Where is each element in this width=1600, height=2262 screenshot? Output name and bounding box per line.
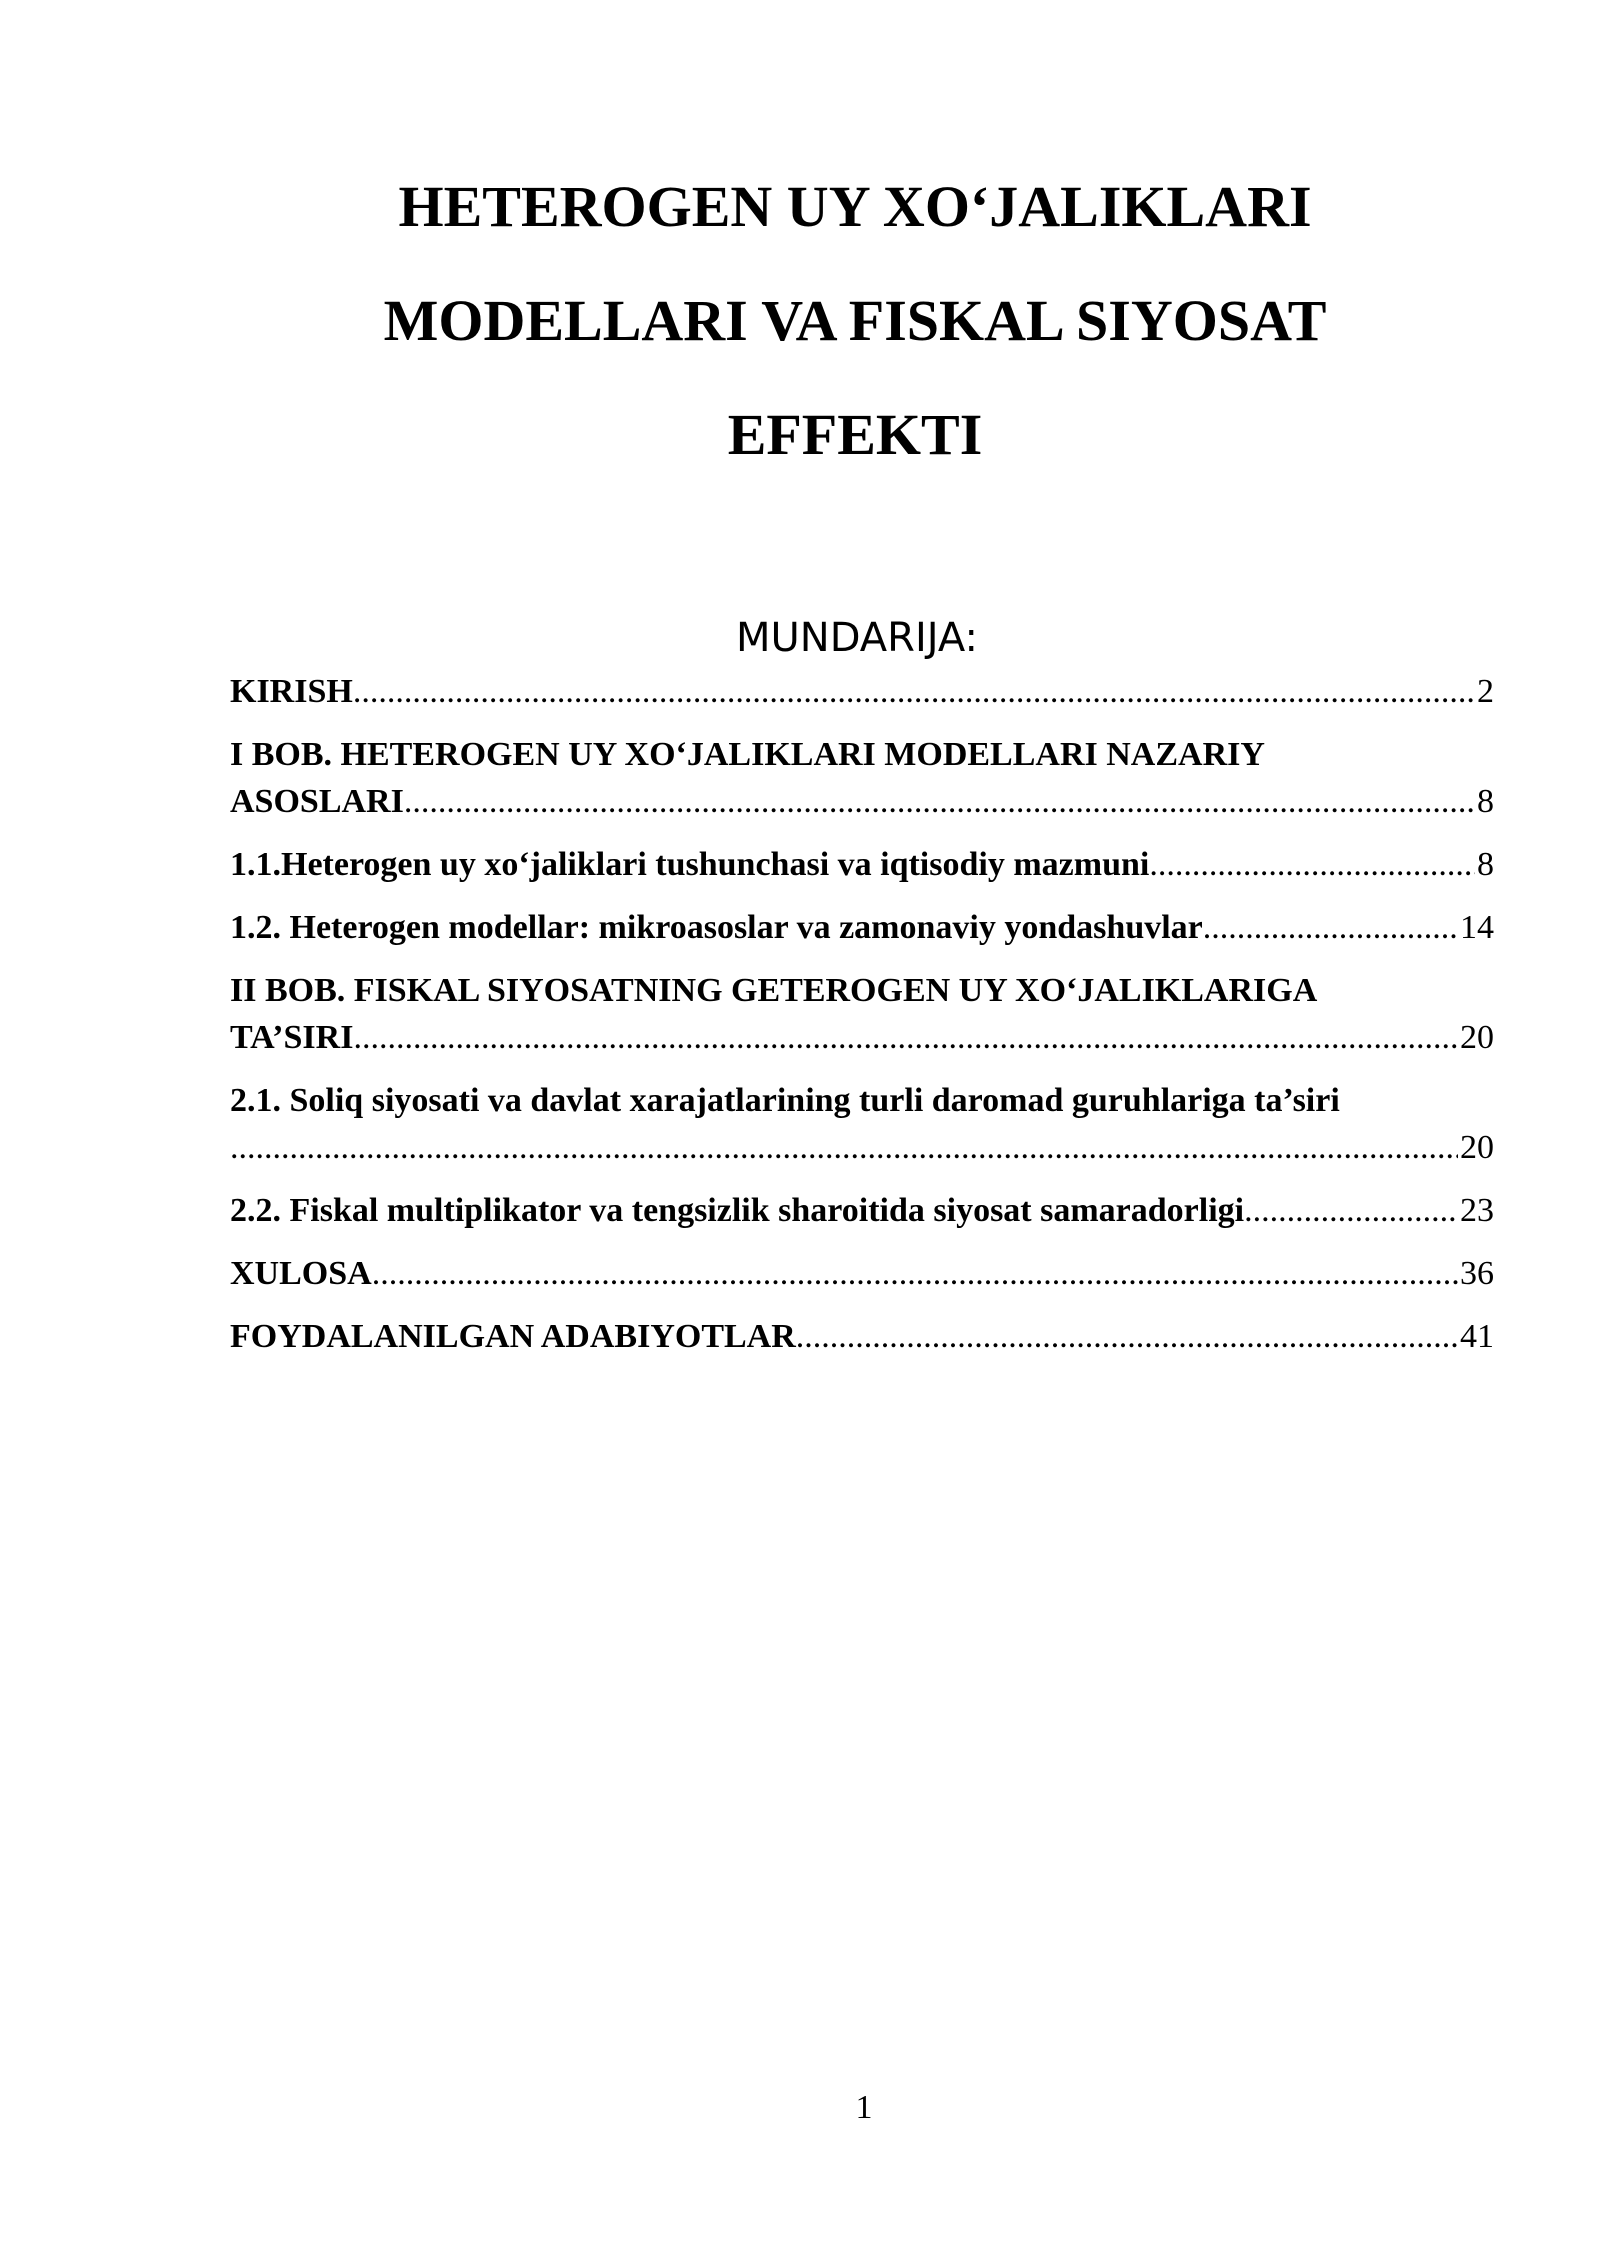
dot-leader bbox=[372, 1250, 1458, 1297]
dot-leader bbox=[796, 1313, 1458, 1360]
title-line-2: MODELLARI VA FISKAL SIYOSAT bbox=[383, 288, 1327, 353]
toc-entry-label: 1.2. Heterogen modellar: mikroasoslar va zamonaviy yondashuvlar bbox=[230, 909, 1203, 946]
toc-entry-page: 20 bbox=[1460, 1019, 1494, 1056]
title-line-1: HETEROGEN UY XO‘JALIKLARI bbox=[398, 174, 1312, 239]
toc-entry-page: 20 bbox=[1460, 1129, 1494, 1166]
toc-entry-references[interactable] bbox=[230, 1313, 1494, 1360]
toc-entry-page: 23 bbox=[1460, 1192, 1494, 1229]
toc-entry-section-2-1[interactable] bbox=[230, 1077, 1494, 1171]
toc-entry-page: 36 bbox=[1460, 1255, 1494, 1292]
toc-entry-page: 8 bbox=[1477, 783, 1494, 820]
toc-entry-label: 1.1.Heterogen uy xo‘jaliklari tushunchasi va iqtisodiy mazmuni bbox=[230, 846, 1150, 883]
toc-entry-label: TA’SIRI bbox=[230, 1019, 354, 1056]
toc-entry-section-1-1[interactable] bbox=[230, 841, 1494, 888]
toc-entry-chapter-1[interactable] bbox=[230, 731, 1494, 825]
toc-entry-kirish[interactable] bbox=[230, 668, 1494, 715]
toc-entry-label-line: 2.1. Soliq siyosati va davlat xarajatlarining turli daromad guruhlariga ta’siri bbox=[230, 1082, 1340, 1119]
table-of-contents bbox=[230, 668, 1494, 1376]
toc-entry-page: 2 bbox=[1477, 673, 1494, 710]
dot-leader bbox=[353, 668, 1475, 715]
dot-leader bbox=[230, 1124, 1458, 1171]
toc-entry-label: KIRISH bbox=[230, 673, 353, 710]
toc-entry-page: 8 bbox=[1477, 846, 1494, 883]
toc-entry-label: FOYDALANILGAN ADABIYOTLAR bbox=[230, 1318, 796, 1355]
toc-entry-section-1-2[interactable] bbox=[230, 904, 1494, 951]
page-number: 1 bbox=[855, 2089, 873, 2126]
dot-leader bbox=[353, 1014, 1458, 1061]
title-line-3: EFFEKTI bbox=[727, 402, 983, 467]
dot-leader bbox=[404, 778, 1475, 825]
dot-leader bbox=[1149, 841, 1475, 888]
toc-heading: MUNDARIJA: bbox=[736, 615, 978, 661]
toc-entry-label: 2.2. Fiskal multiplikator va tengsizlik sharoitida siyosat samaradorligi bbox=[230, 1192, 1245, 1229]
toc-entry-chapter-2[interactable] bbox=[230, 967, 1494, 1061]
toc-entry-xulosa[interactable] bbox=[230, 1250, 1494, 1297]
toc-entry-page: 14 bbox=[1460, 909, 1494, 946]
dot-leader bbox=[1244, 1187, 1458, 1234]
toc-entry-section-2-2[interactable] bbox=[230, 1187, 1494, 1234]
toc-entry-page: 41 bbox=[1460, 1318, 1494, 1355]
toc-entry-label-line: I BOB. HETEROGEN UY XO‘JALIKLARI MODELLARI NAZARIY bbox=[230, 736, 1265, 773]
document-title bbox=[230, 150, 1480, 492]
toc-entry-label-line: II BOB. FISKAL SIYOSATNING GETEROGEN UY XO‘JALIKLARIGA bbox=[230, 972, 1318, 1009]
toc-entry-label: XULOSA bbox=[230, 1255, 372, 1292]
toc-entry-label: ASOSLARI bbox=[230, 783, 404, 820]
dot-leader bbox=[1203, 904, 1458, 951]
